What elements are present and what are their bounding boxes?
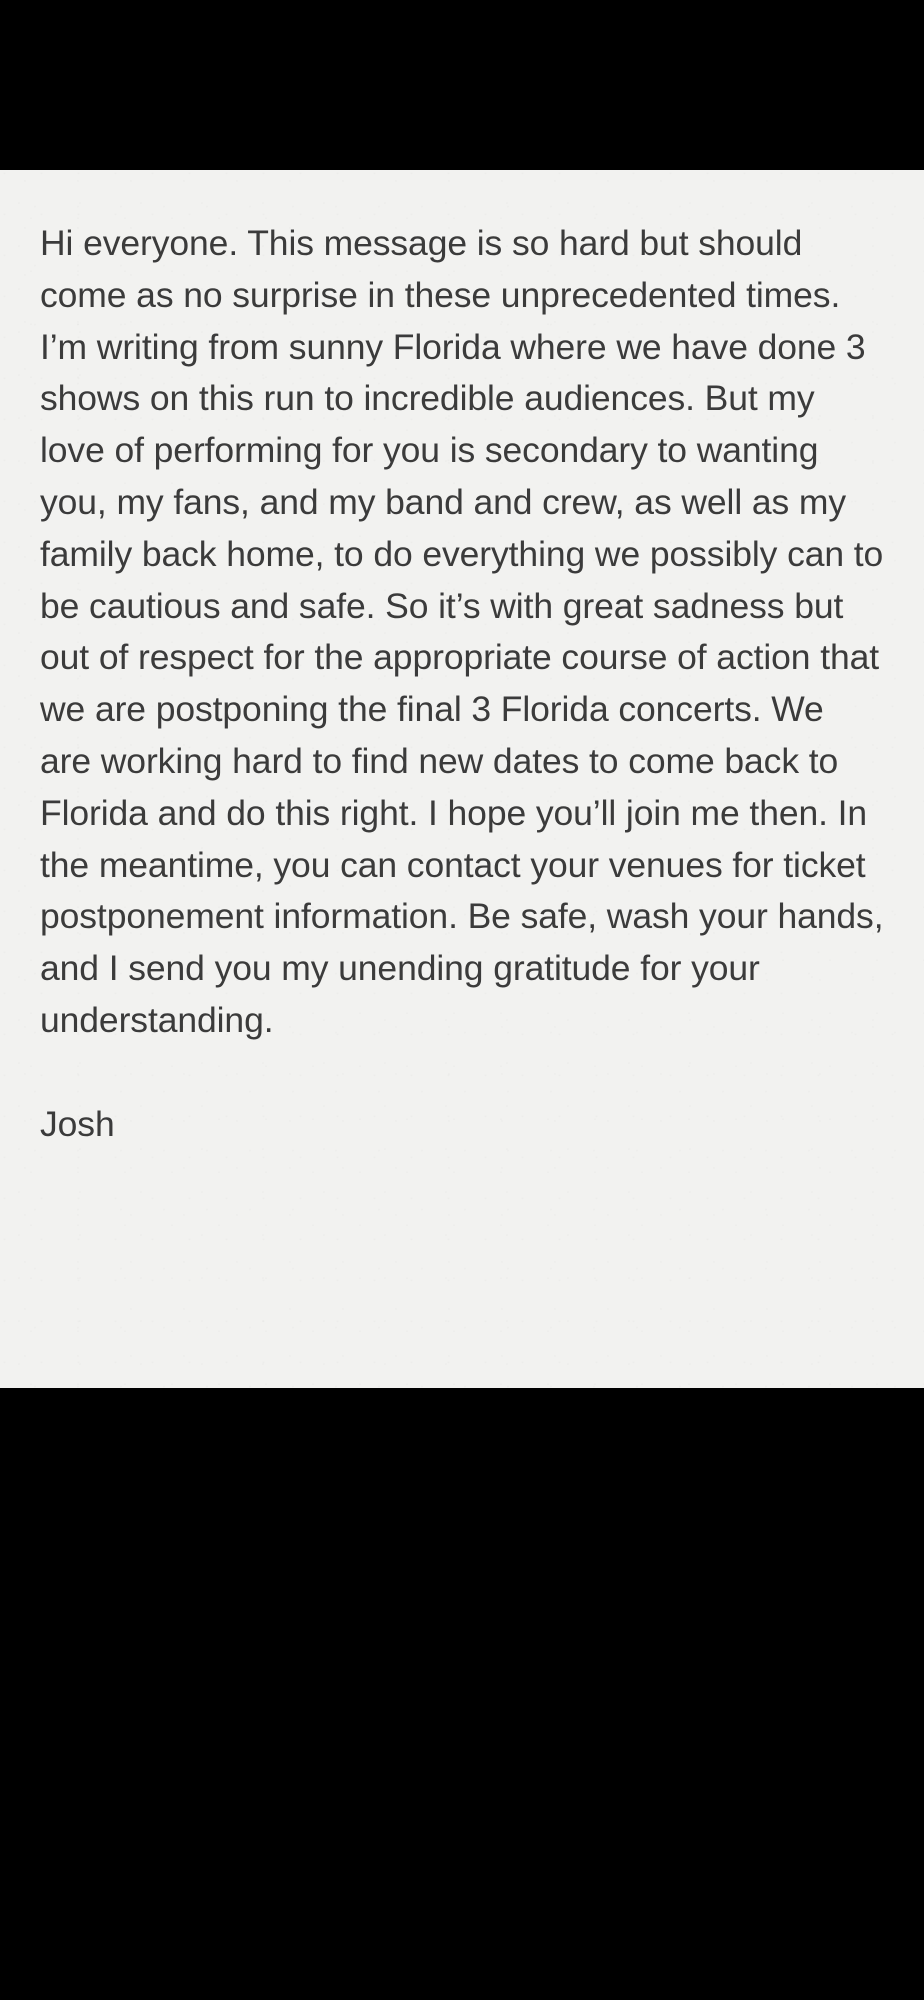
letterbox-bottom-bar [0,1388,924,2000]
note-body-text: Hi everyone. This message is so hard but should come as no surprise in these unprecedented times. I’m writing from sunny Florida where we have done 3 shows on this run to incredible audiences. But my love of performing for you is secondary to wanting you, my fans, and my band and crew, as well as my family back home, to do everything we possibly can to be cautious and safe. So it’s with great sadness but out of respect for the appropriate course of action that we are postponing the final 3 Florida concerts. We are working hard to find new dates to come back to Florida and do this right. I hope you’ll join me then. In the meantime, you can contact your venues for ticket postponement information. Be safe, wash your hands, and I send you my unending gratitude for your understanding. [40,223,894,1040]
letterbox-top-bar [0,0,924,170]
note-card [0,170,924,1388]
note-signature: Josh [40,1103,115,1144]
